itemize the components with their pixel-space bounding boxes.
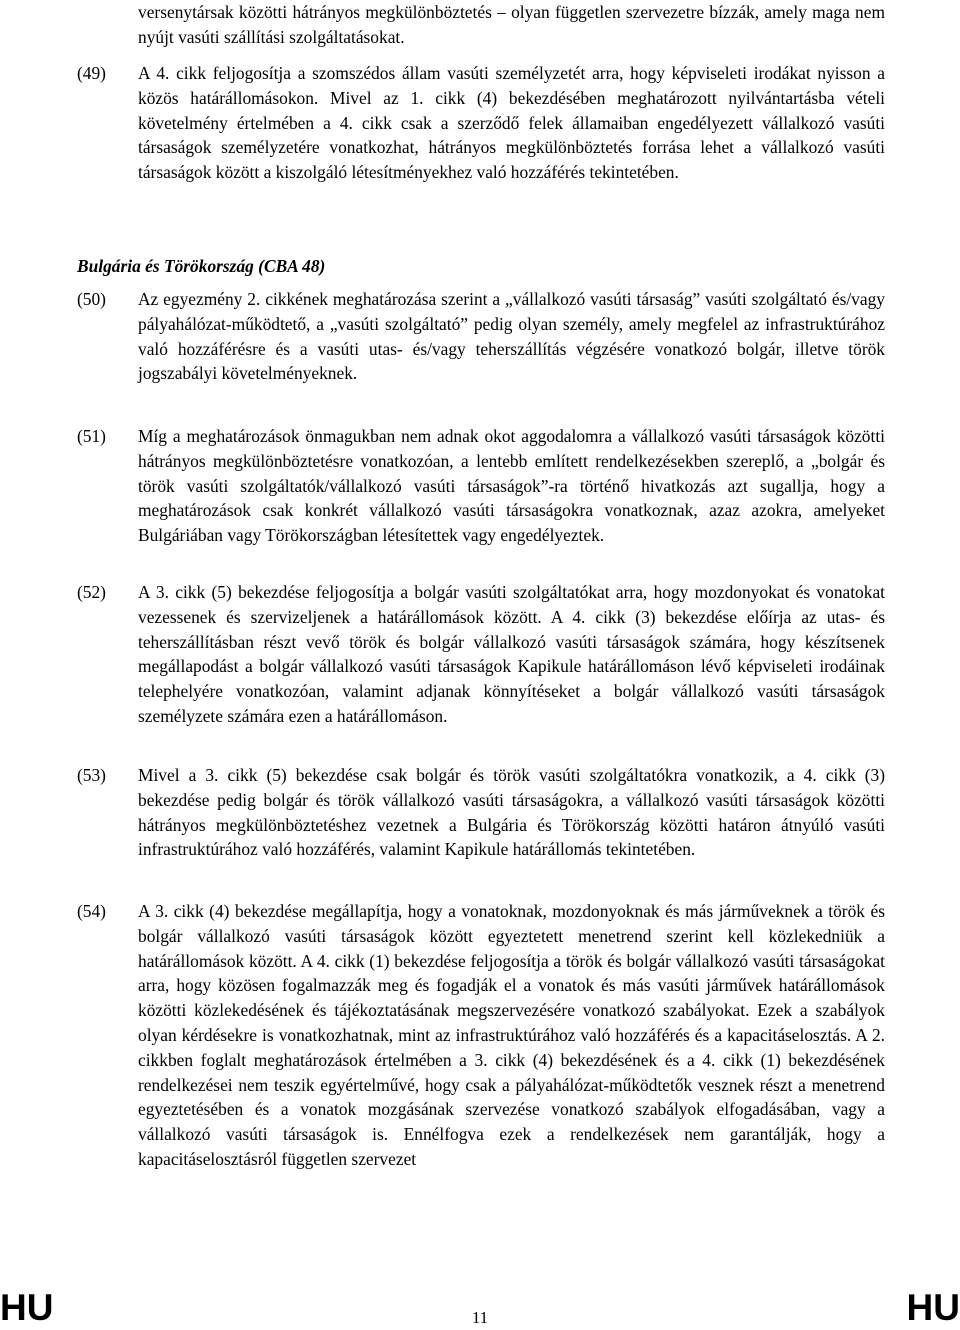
- paragraph-49: [77, 61, 885, 185]
- paragraph-text: Az egyezmény 2. cikkének meghatározása szerint a „vállalkozó vasúti társaság” vasúti szolgáltató és/vagy pályahálózat-működtető, a „vasúti szolgáltató” pedig olyan személy, amely megfelel az infrastruktúrához való hozzáférésre és a vasúti utas- és/vagy teherszállítás végzésére vonatkozó bolgár, illetve török jogszabályi követelményeknek.: [138, 289, 885, 384]
- paragraph-text: Míg a meghatározások önmagukban nem adnak okot aggodalomra a vállalkozó vasúti társaságok közötti hátrányos megkülönböztetésre vonatkozóan, a lentebb említett rendelkezésekben szereplő, a „bolgár és török vasúti szolgáltatók/vállalkozó vasúti társaságok”-ra történő hivatkozás azt sugallja, hogy a meghatározások csak konkrét vállalkozó vasúti társaságokra vonatkoznak, azaz azokra, amelyeket Bulgáriában vagy Törökországban létesítettek vagy engedélyeztek.: [138, 426, 885, 546]
- paragraph-number: (51): [77, 426, 106, 446]
- paragraph-number: (52): [77, 582, 106, 602]
- footer-language-left: HU: [0, 1287, 54, 1328]
- paragraph-number: (53): [77, 765, 106, 785]
- paragraph-number: (49): [77, 63, 106, 83]
- paragraph-52: [77, 580, 885, 729]
- page-number: 11: [471, 1308, 489, 1327]
- section-heading: Bulgária és Törökország (CBA 48): [77, 256, 326, 276]
- paragraph-53: [77, 763, 885, 862]
- paragraph-text: versenytársak közötti hátrányos megkülönböztetés – olyan független szervezetre bízzák, amely maga nem nyújt vasúti szállítási szolgáltatásokat.: [138, 2, 885, 47]
- paragraph-50: [77, 287, 885, 386]
- paragraph-51: [77, 424, 885, 548]
- paragraph-text: A 3. cikk (4) bekezdése megállapítja, hogy a vonatoknak, mozdonyoknak és más járműveknek a török és bolgár vállalkozó vasúti társaságok között egyeztetett menetrend szerint kell közlekedniük a határállomások között. A 4. cikk (1) bekezdése feljogosítja a török és bolgár vállalkozó vasúti társaságokat arra, hogy közösen fogalmazzák meg és fogadják el a vonatok és más vasúti járművek határállomások közötti közlekedésének és tájékoztatásának megszervezésére vonatkozó szabályokat. Ezek a szabályok olyan kérdésekre is vonatkozhatnak, mint az infrastruktúrához való hozzáférés és a kapacitáselosztás. A 2. cikkben foglalt meghatározások értelmében a 3. cikk (4) bekezdésének és a 4. cikk (1) bekezdésének rendelkezései nem teszik egyértelművé, hogy csak a pályahálózat-működtetők vesznek részt a menetrend egyeztetésében és a vonatok mozgásának szervezése vonatkozó szabályok elfogadásában, vagy a vállalkozó vasúti társaságok is. Ennélfogva ezek a rendelkezések nem garantálják, hogy a kapacitáselosztásról független szervezet: [138, 901, 885, 1169]
- continuation-paragraph: [77, 0, 885, 50]
- paragraph-text: A 3. cikk (5) bekezdése feljogosítja a bolgár vasúti szolgáltatókat arra, hogy mozdonyokat és vonatokat vezessenek és szervizeljenek a határállomások között. A 4. cikk (3) bekezdése előírja az utas- és teherszállításban részt vevő török és bolgár vállalkozó vasúti társaságok számára, hogy készítsenek megállapodást a bolgár vállalkozó vasúti társaságok Kapikule határállomáson lévő képviseleti irodáinak telephelyére vonatkozóan, valamint adjanak könnyítéseket a bolgár vállalkozó vasúti társaságok személyzete számára ezen a határállomáson.: [138, 582, 885, 726]
- paragraph-54: [77, 899, 885, 1172]
- footer-language-right: HU: [906, 1287, 960, 1328]
- paragraph-text: A 4. cikk feljogosítja a szomszédos állam vasúti személyzetét arra, hogy képviseleti irodákat nyisson a közös határállomásokon. Mivel az 1. cikk (4) bekezdésében meghatározott nyilvántartásba vételi követelmény értelmében a 4. cikk csak a szerződő felek államaiban engedélyezett vállalkozó vasúti társaságok személyzetére vonatkozhat, hátrányos megkülönböztetés forrása lehet a vállalkozó vasúti társaságok között a kiszolgáló létesítményekhez való hozzáférés tekintetében.: [138, 63, 885, 183]
- paragraph-number: (50): [77, 289, 106, 309]
- paragraph-text: Mivel a 3. cikk (5) bekezdése csak bolgár és török vasúti szolgáltatókra vonatkozik, a 4. cikk (3) bekezdése pedig bolgár és török vállalkozó vasúti társaságokra, a vállalkozó vasúti társaságok közötti hátrányos megkülönböztetéshez vezetnek a Bulgária és Törökország közötti határon átnyúló vasúti infrastruktúrához való hozzáférés, valamint Kapikule határállomás tekintetében.: [138, 765, 885, 860]
- paragraph-number: (54): [77, 901, 106, 921]
